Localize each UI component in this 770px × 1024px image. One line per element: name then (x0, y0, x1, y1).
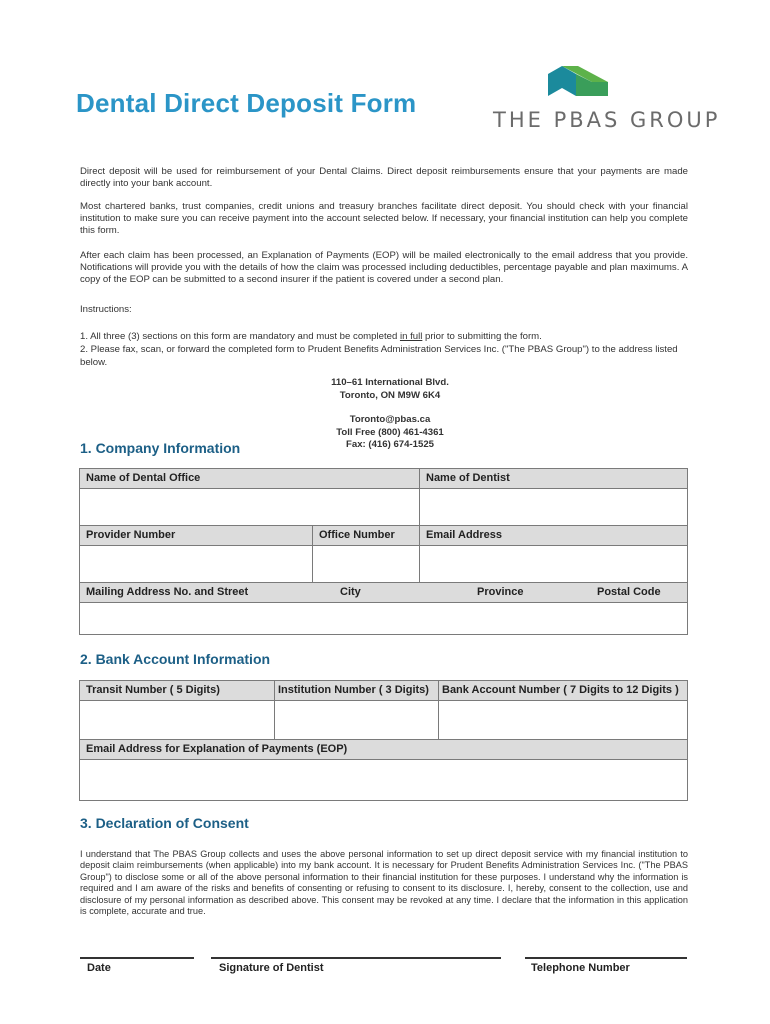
section-1-title: 1. Company Information (80, 440, 241, 456)
address-line-2: Toronto, ON M9W 6K4 (339, 389, 441, 401)
address-tollfree: Toll Free (800) 461-4361 (336, 426, 444, 438)
postal-code-label: Postal Code (597, 586, 661, 598)
page-title: Dental Direct Deposit Form (76, 88, 417, 118)
signature-label: Signature of Dentist (219, 962, 324, 974)
pbas-logo-icon (546, 64, 610, 98)
section-3-title: 3. Declaration of Consent (80, 815, 249, 831)
mailing-address-input[interactable] (80, 603, 687, 634)
provider-number-input[interactable] (80, 546, 312, 582)
eop-email-header: Email Address for Explanation of Payments (EOP) (79, 739, 688, 760)
divider (312, 546, 313, 583)
provider-number-header: Provider Number (79, 525, 313, 546)
transit-number-header: Transit Number ( 5 Digits) (79, 680, 275, 701)
divider (419, 546, 420, 583)
date-label: Date (87, 962, 111, 974)
email-address-header: Email Address (419, 525, 688, 546)
province-label: Province (477, 586, 524, 598)
name-of-dentist-input[interactable] (420, 489, 687, 525)
intro-paragraph-2: Most chartered banks, trust companies, credit unions and treasury branches facilitate direct deposit. You should check with your financial institution to make sure you can receive payment into the account selected below. If necessary, your financial institution can help you complete this form. (80, 201, 688, 236)
telephone-label: Telephone Number (531, 962, 630, 974)
signature-line (211, 957, 501, 959)
intro-paragraph-1: Direct deposit will be used for reimbursement of your Dental Claims. Direct deposit reimbursements ensure that your payments are made directly into your bank account. (80, 166, 688, 189)
office-number-header: Office Number (312, 525, 420, 546)
telephone-input[interactable] (525, 930, 687, 956)
institution-number-input[interactable] (275, 701, 438, 739)
instruction-item-1-text: 1. All three (3) sections on this form are mandatory and must be completed (80, 331, 400, 342)
instruction-item-1-emphasis: in full (399, 331, 423, 342)
divider (274, 701, 275, 740)
account-number-header: Bank Account Number ( 7 Digits to 12 Digits ) (438, 680, 688, 701)
name-of-dentist-header: Name of Dentist (419, 468, 688, 489)
signature-input[interactable] (211, 930, 501, 956)
email-address-input[interactable] (420, 546, 687, 582)
instruction-item-1 (80, 331, 688, 344)
instruction-item-1-text-end: prior to submitting the form. (422, 331, 542, 342)
instructions-label: Instructions: (80, 304, 132, 315)
logo-text: THE PBAS GROUP (493, 108, 721, 132)
office-number-input[interactable] (313, 546, 419, 582)
city-label: City (340, 586, 361, 598)
section-2-title: 2. Bank Account Information (80, 651, 271, 667)
divider (419, 489, 420, 526)
instruction-item-2: 2. Please fax, scan, or forward the completed form to Prudent Benefits Administration Services Inc. ("The PBAS Group") to the address listed below. (80, 344, 678, 368)
date-line (80, 957, 194, 959)
name-of-office-header: Name of Dental Office (79, 468, 420, 489)
transit-number-input[interactable] (80, 701, 274, 739)
address-email: Toronto@pbas.ca (349, 414, 431, 425)
telephone-line (525, 957, 687, 959)
name-of-office-input[interactable] (80, 489, 419, 525)
intro-paragraph-3: After each claim has been processed, an Explanation of Payments (EOP) will be mailed electronically to the email address that you provide. Notifications will provide you with the details of how the claim was processed including deductibles, percentage payable and plan maximums. A copy of the EOP can be submitted to a second insurer if the patient is covered under a second plan. (80, 250, 688, 285)
address-line-1: 110–61 International Blvd. (331, 377, 449, 388)
divider (438, 701, 439, 740)
consent-text: I understand that The PBAS Group collects and uses the above personal information to set up direct deposit service with my financial institution to deposit claim reimbursements (when applicable) into my bank account. It is necessary for Prudent Benefits Administration Services Inc. ("The PBAS Group") to disclose some or all of the above personal information to their financial institution for these purposes. I understand why the information is required and I am aware of the risks and benefits of consenting or refusing to consent to its disclosure. I, hereby, consent to the collection, use and disclosure of my personal information as described above. This consent may be revoked at any time. I declare that the information in this application is complete, accurate and true. (80, 849, 688, 917)
date-input[interactable] (80, 930, 194, 956)
account-number-input[interactable] (439, 701, 687, 739)
eop-email-input[interactable] (80, 760, 687, 800)
address-fax: Fax: (416) 674-1525 (346, 439, 434, 450)
institution-number-header: Institution Number ( 3 Digits) (274, 680, 439, 701)
mailing-address-label: Mailing Address No. and Street (86, 586, 249, 598)
address-block (270, 377, 510, 452)
